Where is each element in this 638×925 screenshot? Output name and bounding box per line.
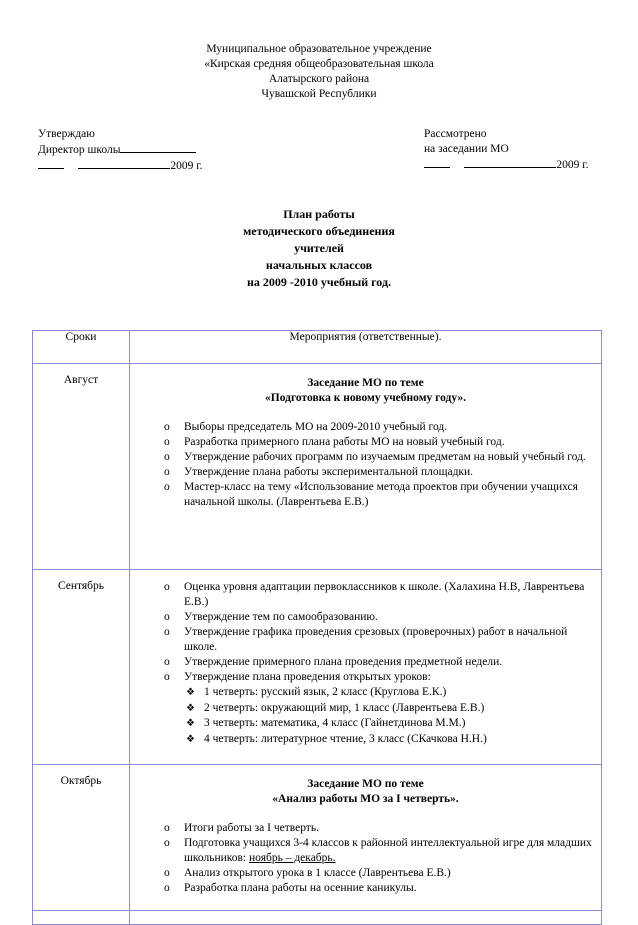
list-item: o Мастер-класс на тему «Использование метода проектов при обучении учащихся начальной школы. (Лаврентьева Е.В.) — [164, 480, 601, 510]
list-item: o Утверждение примерного плана проведения предметной недели. — [164, 655, 601, 670]
list-item: o Утверждение тем по самообразованию. — [164, 610, 601, 625]
activities-cell — [130, 570, 602, 765]
list-item: o Анализ открытого урока в 1 классе (Лаврентьева Е.В.) — [164, 866, 601, 881]
review-block — [424, 127, 589, 173]
list-item: o Разработка плана работы на осенние каникулы. — [164, 881, 601, 896]
activities-cell — [130, 364, 602, 570]
list-item — [164, 670, 601, 747]
meeting-subject: «Анализ работы МО за I четверть». — [272, 793, 459, 805]
title-line: методического объединения — [243, 224, 395, 238]
contest-text: Подготовка учащихся 3-4 классов к районной интеллектуальной игре для младших школьников: — [184, 837, 592, 864]
meeting-label: на заседании МО — [424, 143, 509, 155]
open-lessons-label: Утверждение плана проведения открытых уроков: — [184, 671, 431, 683]
approval-block — [38, 127, 203, 174]
signature-line — [120, 142, 196, 153]
term-cell — [33, 364, 130, 570]
header-cell-terms — [33, 331, 130, 364]
school-header — [0, 42, 638, 102]
contest-date: ноябрь – декабрь. — [249, 852, 336, 864]
activity-list — [130, 420, 601, 510]
reviewed-year: 2009 г. — [556, 159, 589, 171]
activities-cell — [130, 911, 602, 925]
header-line: Алатырского района — [268, 73, 370, 85]
header-cell-activities: Мероприятия (ответственные). — [130, 331, 602, 364]
meeting-title: Заседание МО по теме — [307, 778, 424, 790]
table-row — [33, 570, 602, 765]
meeting-title: Заседание МО по теме — [307, 377, 424, 389]
term-cell — [33, 911, 130, 925]
table-row — [33, 911, 602, 925]
list-item: o Итоги работы за I четверть. — [164, 821, 601, 836]
list-item: o Оценка уровня адаптации первоклассников к школе. (Халахина Н.В, Лаврентьева Е.В.) — [164, 580, 601, 610]
list-item: o Утверждение графика проведения срезовых (проверочных) работ в начальной школе. — [164, 625, 601, 655]
header-line: Муниципальное образовательное учреждение — [206, 43, 432, 55]
director-line — [38, 142, 203, 158]
title-line: учителей — [294, 241, 344, 255]
month-blank — [464, 157, 556, 168]
lesson-item: ❖ 4 четверть: литературное чтение, 3 класс (СКачкова Н.Н.) — [184, 732, 601, 748]
plan-table — [32, 330, 602, 925]
term-label: Сентябрь — [57, 580, 105, 592]
open-lessons-list — [184, 685, 601, 747]
activities-cell — [130, 765, 602, 911]
lesson-item: ❖ 3 четверть: математика, 4 класс (Гайнетдинова М.М.) — [184, 716, 601, 732]
list-item — [164, 836, 601, 866]
lesson-item: ❖ 2 четверть: окружающий мир, 1 класс (Лаврентьева Е.В.) — [184, 701, 601, 717]
header-line: Чувашской Республики — [261, 88, 377, 100]
approve-year: 2009 г. — [170, 160, 203, 172]
approve-label: Утверждаю — [38, 128, 95, 140]
term-cell — [33, 570, 130, 765]
table-row — [33, 364, 602, 570]
table-row — [33, 765, 602, 911]
list-item: o Утверждение рабочих программ по изучаемым предметам на новый учебный год. — [164, 450, 601, 465]
title-line: на 2009 -2010 учебный год. — [246, 275, 392, 289]
term-cell — [33, 765, 130, 911]
meeting-topic — [130, 765, 601, 807]
activity-list — [130, 821, 601, 896]
document-title — [0, 206, 638, 291]
approve-date-line — [38, 158, 203, 174]
list-item: o Разработка примерного плана работы МО на новый учебный год. — [164, 435, 601, 450]
day-blank — [38, 158, 64, 169]
lesson-item: ❖ 1 четверть: русский язык, 2 класс (Круглова Е.К.) — [184, 685, 601, 701]
title-line: начальных классов — [265, 258, 373, 272]
term-label: Август — [63, 374, 99, 386]
meeting-subject: «Подготовка к новому учебному году». — [265, 392, 466, 404]
activity-list — [130, 580, 601, 747]
reviewed-label: Рассмотрено — [424, 128, 487, 140]
month-blank — [78, 158, 170, 169]
header-line: «Кирская средняя общеобразовательная школа — [204, 58, 434, 70]
day-blank — [424, 157, 450, 168]
header-terms-label: Сроки — [65, 331, 97, 343]
meeting-topic — [130, 364, 601, 406]
title-line: План работы — [283, 207, 355, 221]
director-label: Директор школы — [38, 144, 121, 156]
table-header-row — [33, 331, 602, 364]
reviewed-date-line — [424, 157, 589, 173]
list-item: o Утверждение плана работы экспериментальной площадки. — [164, 465, 601, 480]
list-item: o Выборы председатель МО на 2009-2010 учебный год. — [164, 420, 601, 435]
term-label: Октябрь — [60, 775, 102, 787]
